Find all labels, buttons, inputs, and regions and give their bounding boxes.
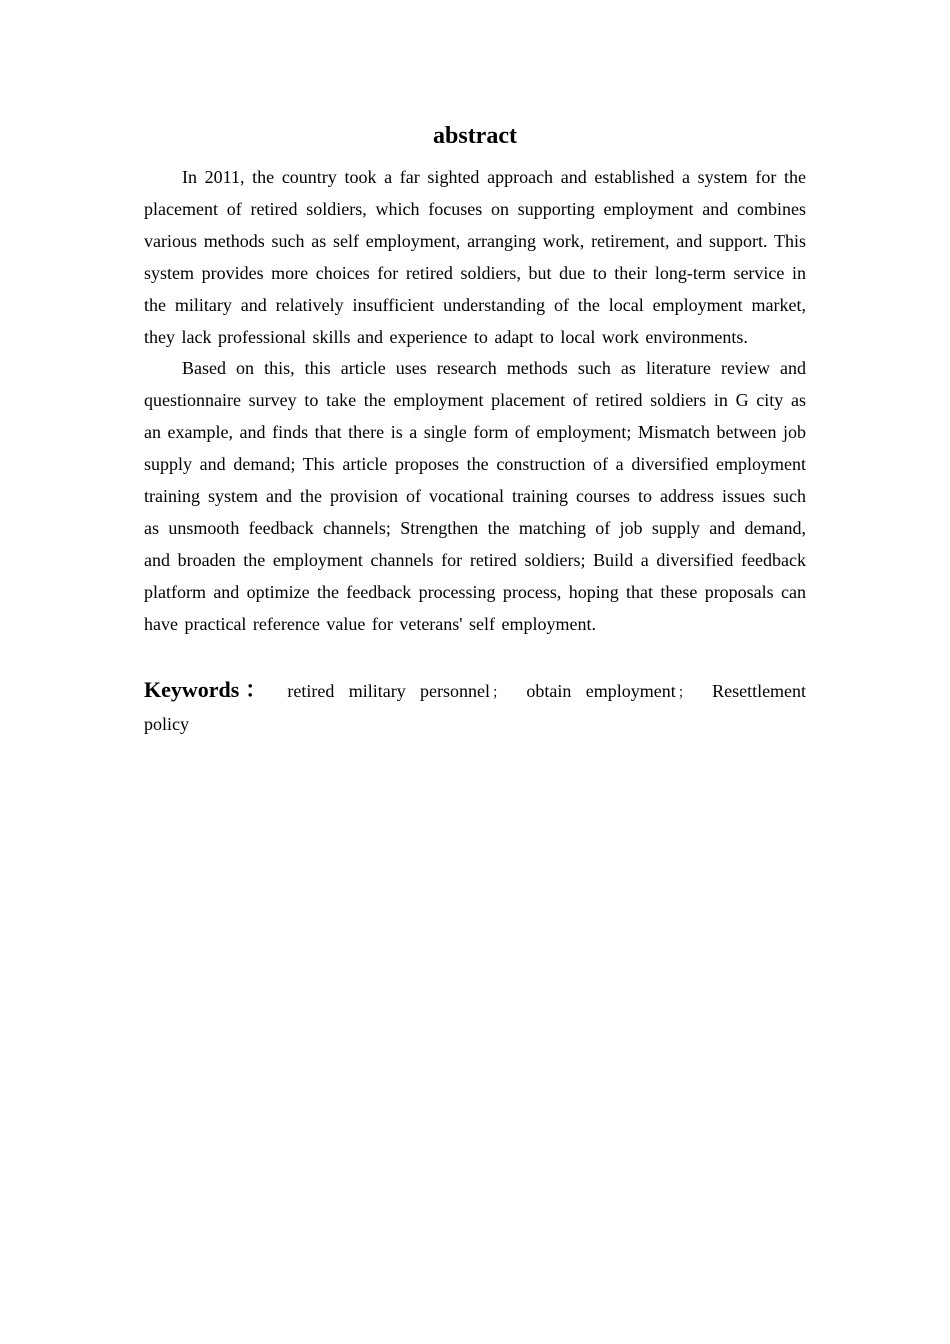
- keyword-item: retired military personnel: [287, 680, 491, 701]
- keyword-separator: ；: [492, 685, 507, 701]
- abstract-paragraph-1: In 2011, the country took a far sighted approach and established a system for the placement of retired soldiers, which focuses on supporting employment and combines various methods such as self employment, arranging work, retirement, and support. This system provides more choices for retired soldiers, but due to their long-term service in the military and relatively insufficient understanding of the local employment market, they lack professional skills and experience to adapt to local work environments.: [144, 167, 806, 347]
- abstract-title: abstract: [433, 123, 517, 149]
- keyword-item: obtain employment: [526, 680, 676, 701]
- keyword-separator: ；: [677, 685, 692, 701]
- keyword-item: Resettlement policy: [144, 680, 807, 734]
- document-page: [144, 118, 806, 739]
- abstract-paragraph-2: Based on this, this article uses research methods such as literature review and questionnaire survey to take the employment placement of retired soldiers in G city as an example, and finds that there is a single form of employment; Mismatch between job supply and demand; This article proposes the construction of a diversified employment training system and the provision of vocational training courses to address issues such as unsmooth feedback channels; Strengthen the matching of job supply and demand, and broaden the employment channels for retired soldiers; Build a diversified feedback platform and optimize the feedback processing process, hoping that these proposals can have practical reference value for veterans' self employment.: [144, 358, 806, 634]
- keywords-label: Keywords：: [144, 676, 274, 702]
- keywords-line: [144, 675, 806, 739]
